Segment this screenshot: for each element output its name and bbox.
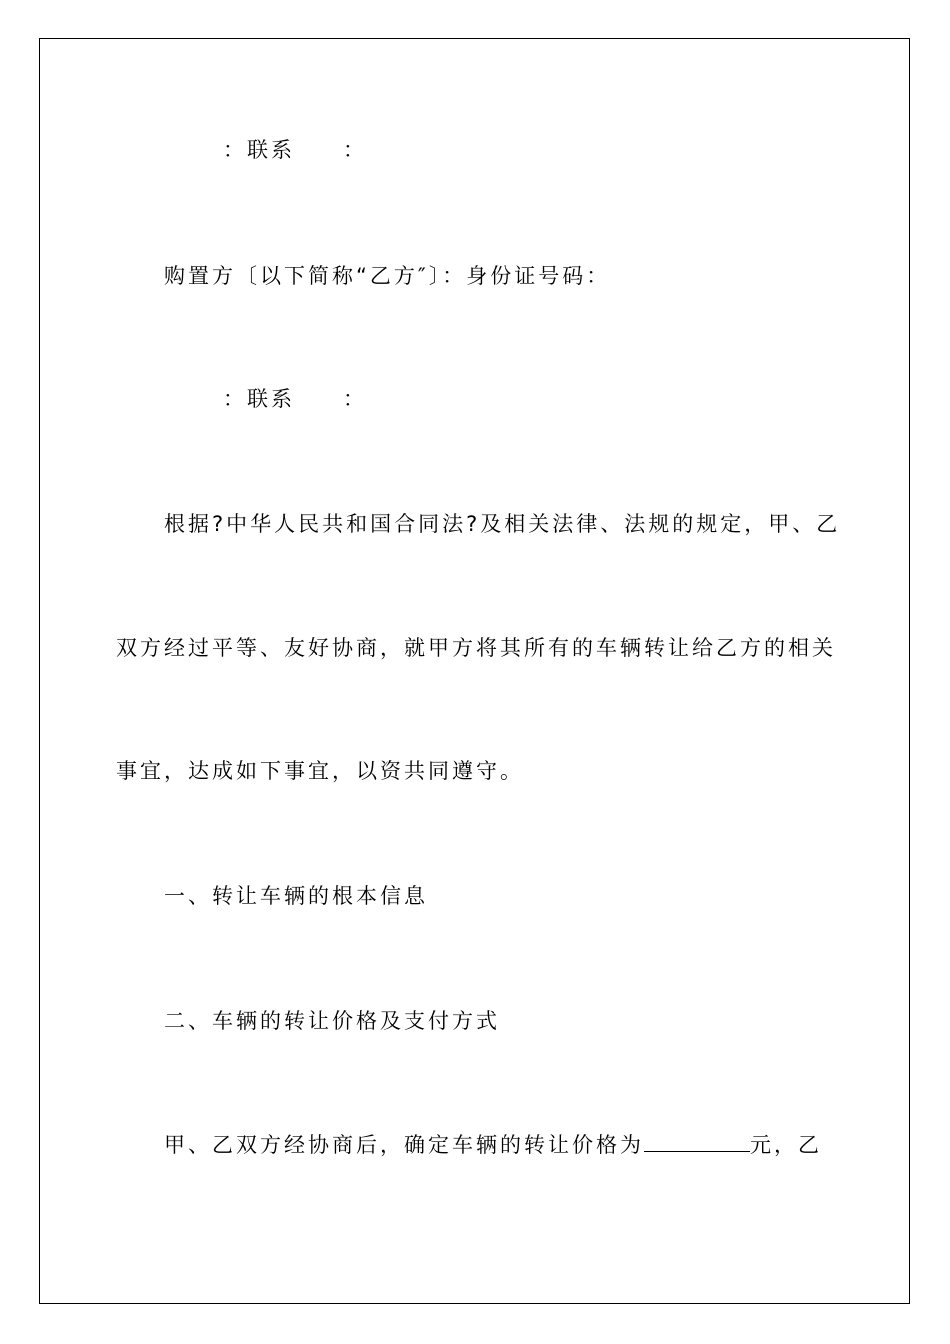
preamble-line-1: 根据?中华人民共和国合同法?及相关法律、法规的规定，甲、乙 (164, 512, 841, 536)
contact-line-party-b: ：联系 ： (223, 387, 367, 411)
page-border (39, 38, 910, 1304)
preamble-line-3: 事宜，达成如下事宜，以资共同遵守。 (116, 759, 524, 783)
buyer-party-line: 购置方〔以下简称“乙方″〕：身份证号码： (164, 264, 611, 288)
price-line-after: 元，乙 (750, 1133, 822, 1157)
price-blank (644, 1133, 750, 1152)
price-line-before: 甲、乙双方经协商后，确定车辆的转让价格为 (164, 1133, 644, 1157)
section-heading-2: 二、车辆的转让价格及支付方式 (164, 1009, 500, 1033)
price-line (164, 1133, 822, 1157)
preamble-line-2: 双方经过平等、友好协商，就甲方将其所有的车辆转让给乙方的相关 (116, 636, 836, 660)
section-heading-1: 一、转让车辆的根本信息 (164, 884, 428, 908)
contact-line-party-a: ：联系 ： (223, 138, 367, 162)
